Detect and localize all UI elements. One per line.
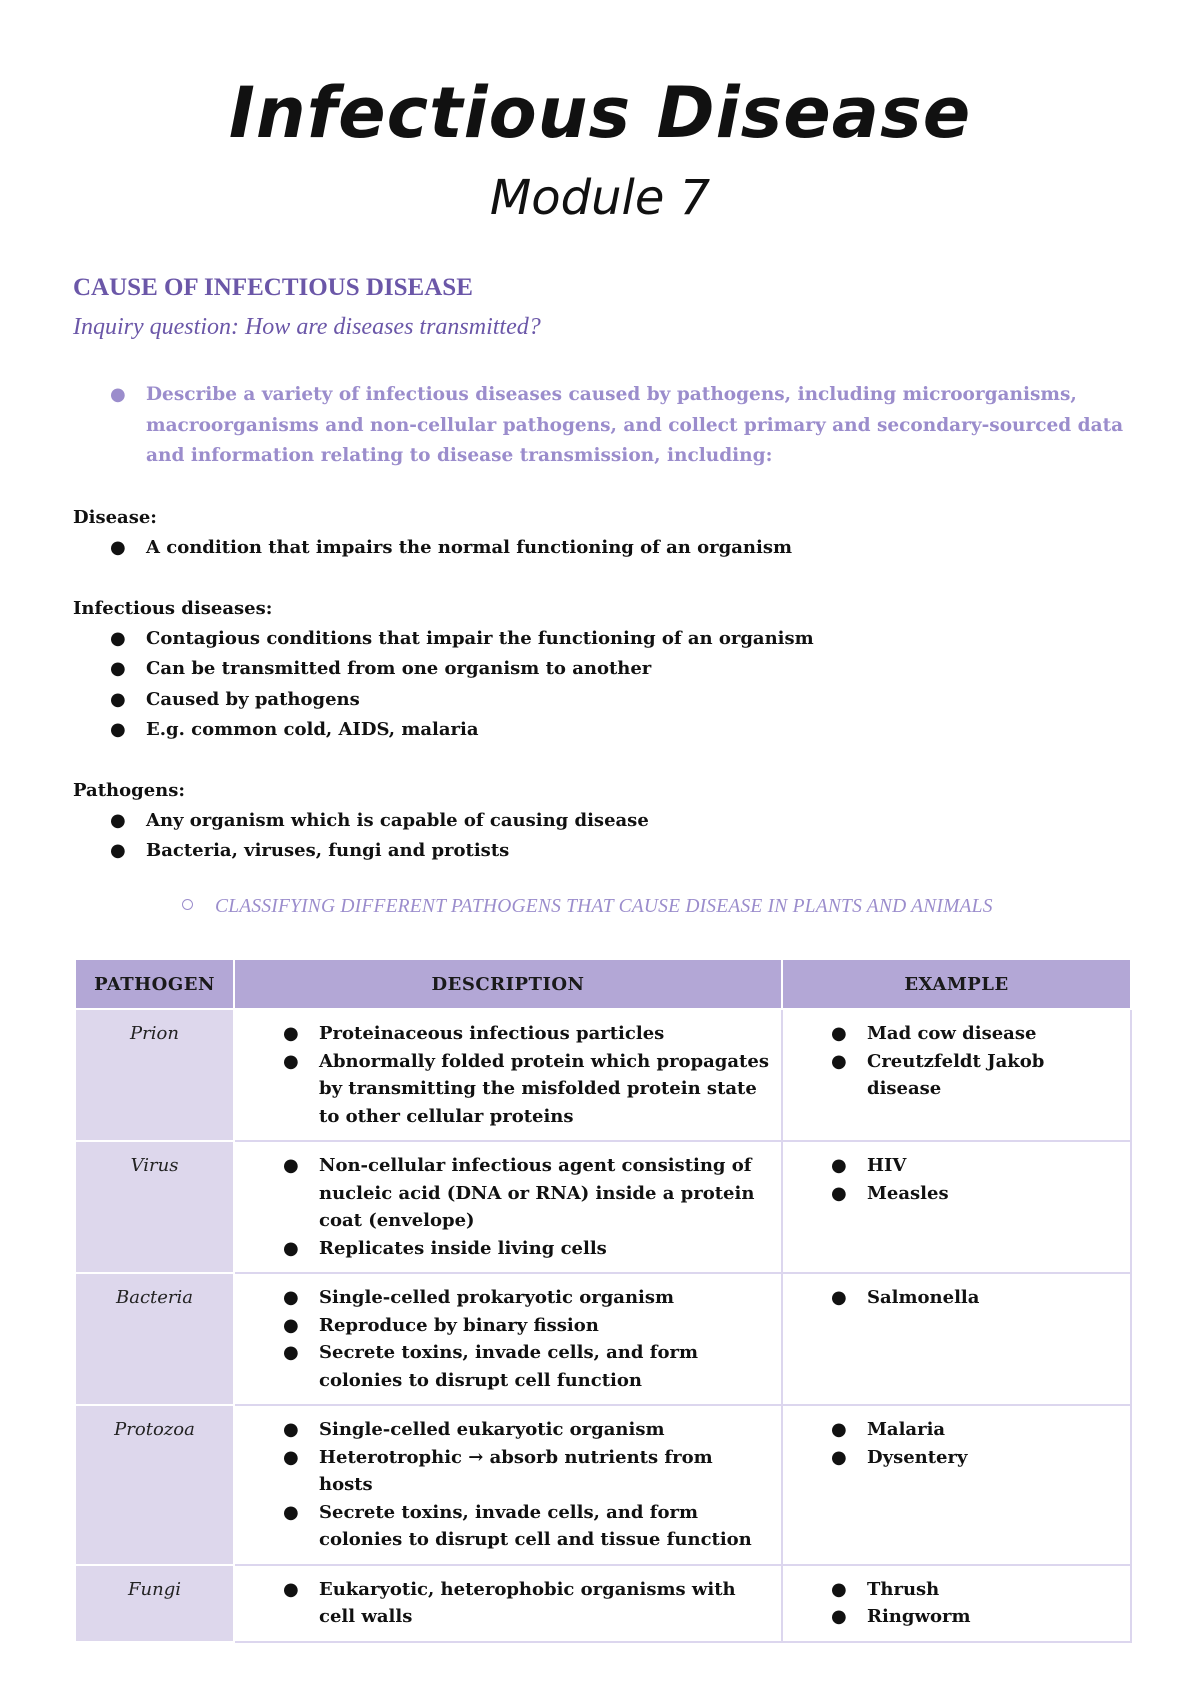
syllabus-outcome xyxy=(110,380,1130,472)
bullet-icon: ● xyxy=(110,810,126,831)
list-item: ● Single-celled prokaryotic organism xyxy=(235,1284,781,1312)
pathogen-name: Protozoa xyxy=(75,1405,234,1565)
bullet-icon: ● xyxy=(831,1578,847,1600)
list-item: ● HIV xyxy=(783,1152,1130,1180)
list-item: ● Any organism which is capable of causing disease xyxy=(73,806,1133,836)
list-item: ● A condition that impairs the normal functioning of an organism xyxy=(73,533,1133,563)
list-item: ● Dysentery xyxy=(783,1444,1130,1472)
list-item: ● Eukaryotic, heterophobic organisms with cell walls xyxy=(235,1576,781,1631)
pathogens-definition xyxy=(73,776,1133,867)
bullet-icon: ● xyxy=(283,1446,299,1468)
bullet-icon: ● xyxy=(831,1155,847,1176)
definition-heading: Disease: xyxy=(73,507,157,528)
list-item: ● Creutzfeldt Jakob disease xyxy=(783,1048,1130,1103)
pathogen-name: Fungi xyxy=(75,1565,234,1642)
definition-heading: Pathogens: xyxy=(73,780,186,801)
pathogen-description xyxy=(234,1141,782,1273)
list-item: ● Thrush xyxy=(783,1576,1130,1604)
bullet-icon: ● xyxy=(283,1419,299,1440)
table-row xyxy=(75,1009,1131,1141)
inquiry-question: Inquiry question: How are diseases transmitted? xyxy=(73,314,541,340)
bullet-icon: ● xyxy=(831,1606,847,1627)
bullet-icon: ● xyxy=(110,658,126,680)
bullet-icon: ● xyxy=(110,537,126,558)
bullet-icon: ● xyxy=(110,384,126,405)
list-item: ● Measles xyxy=(783,1180,1130,1208)
bullet-icon: ● xyxy=(831,1287,847,1308)
definition-heading: Infectious diseases: xyxy=(73,598,273,619)
classification-subheading: CLASSIFYING DIFFERENT PATHOGENS THAT CAUSE DISEASE IN PLANTS AND ANIMALS xyxy=(182,896,993,918)
bullet-icon: ● xyxy=(831,1050,847,1072)
list-item: ● Can be transmitted from one organism to another xyxy=(73,654,1133,684)
definition-list xyxy=(73,806,1133,867)
pathogen-table xyxy=(74,958,1132,1643)
document-title: Infectious Disease xyxy=(228,72,972,154)
definition-list xyxy=(73,533,1133,563)
list-item: ● Ringworm xyxy=(783,1603,1130,1631)
circle-bullet-icon xyxy=(182,899,193,910)
pathogen-examples xyxy=(782,1405,1131,1565)
pathogen-examples xyxy=(782,1141,1131,1273)
bullet-icon: ● xyxy=(831,1023,847,1044)
list-item: ● Reproduce by binary fission xyxy=(235,1312,781,1340)
section-heading: CAUSE OF INFECTIOUS DISEASE xyxy=(73,274,473,301)
list-item: ● Heterotrophic → absorb nutrients from hosts xyxy=(235,1444,781,1499)
bullet-icon: ● xyxy=(283,1314,299,1336)
list-item: ● Salmonella xyxy=(783,1284,1130,1312)
list-item: ● Mad cow disease xyxy=(783,1020,1130,1048)
list-item: ● Secrete toxins, invade cells, and form colonies to disrupt cell function xyxy=(235,1339,781,1394)
table-header-row xyxy=(75,959,1131,1009)
pathogen-name: Virus xyxy=(75,1141,234,1273)
table-row xyxy=(75,1565,1131,1642)
pathogen-examples xyxy=(782,1273,1131,1405)
pathogen-name: Bacteria xyxy=(75,1273,234,1405)
bullet-icon: ● xyxy=(110,688,126,710)
table-row xyxy=(75,1141,1131,1273)
bullet-icon: ● xyxy=(283,1342,299,1363)
table-row xyxy=(75,1273,1131,1405)
pathogen-description xyxy=(234,1405,782,1565)
pathogen-examples xyxy=(782,1565,1131,1642)
bullet-icon: ● xyxy=(283,1237,299,1259)
bullet-icon: ● xyxy=(283,1155,299,1176)
pathogen-description xyxy=(234,1009,782,1141)
list-item: ● Malaria xyxy=(783,1416,1130,1444)
bullet-icon: ● xyxy=(831,1446,847,1468)
list-item: ● Bacteria, viruses, fungi and protists xyxy=(73,836,1133,866)
list-item: ● Non-cellular infectious agent consisting of nucleic acid (DNA or RNA) inside a protein coat (envelope) xyxy=(235,1152,781,1235)
bullet-icon: ● xyxy=(110,628,126,649)
list-item: ● Single-celled eukaryotic organism xyxy=(235,1416,781,1444)
bullet-icon: ● xyxy=(283,1501,299,1523)
list-item: ● Secrete toxins, invade cells, and form colonies to disrupt cell and tissue function xyxy=(235,1499,781,1554)
bullet-icon: ● xyxy=(831,1419,847,1440)
bullet-icon: ● xyxy=(283,1578,299,1600)
table-row xyxy=(75,1405,1131,1565)
disease-definition xyxy=(73,503,1133,563)
bullet-icon: ● xyxy=(110,840,126,862)
list-item: ● Abnormally folded protein which propagates by transmitting the misfolded protein state to other cellular proteins xyxy=(235,1048,781,1131)
bullet-icon: ● xyxy=(831,1182,847,1204)
list-item: ● Contagious conditions that impair the functioning of an organism xyxy=(73,624,1133,654)
list-item: ● Replicates inside living cells xyxy=(235,1235,781,1263)
bullet-icon: ● xyxy=(283,1023,299,1044)
bullet-icon: ● xyxy=(110,719,126,741)
syllabus-outcome-text: Describe a variety of infectious diseases caused by pathogens, including microorganisms, macroorganisms and non-cellular pathogens, and collect primary and secondary-sourced data and information relating to disease transmission, including: xyxy=(146,384,1124,466)
pathogen-examples xyxy=(782,1009,1131,1141)
column-header-pathogen: PATHOGEN xyxy=(75,959,234,1009)
column-header-description: DESCRIPTION xyxy=(234,959,782,1009)
pathogen-name: Prion xyxy=(75,1009,234,1141)
pathogen-description xyxy=(234,1273,782,1405)
list-item: ● Proteinaceous infectious particles xyxy=(235,1020,781,1048)
document-subtitle: Module 7 xyxy=(489,170,711,226)
column-header-example: EXAMPLE xyxy=(782,959,1131,1009)
bullet-icon: ● xyxy=(283,1287,299,1308)
infectious-diseases-definition xyxy=(73,594,1133,746)
pathogen-description xyxy=(234,1565,782,1642)
definition-list xyxy=(73,624,1133,746)
bullet-icon: ● xyxy=(283,1050,299,1072)
list-item: ● E.g. common cold, AIDS, malaria xyxy=(73,715,1133,745)
list-item: ● Caused by pathogens xyxy=(73,685,1133,715)
